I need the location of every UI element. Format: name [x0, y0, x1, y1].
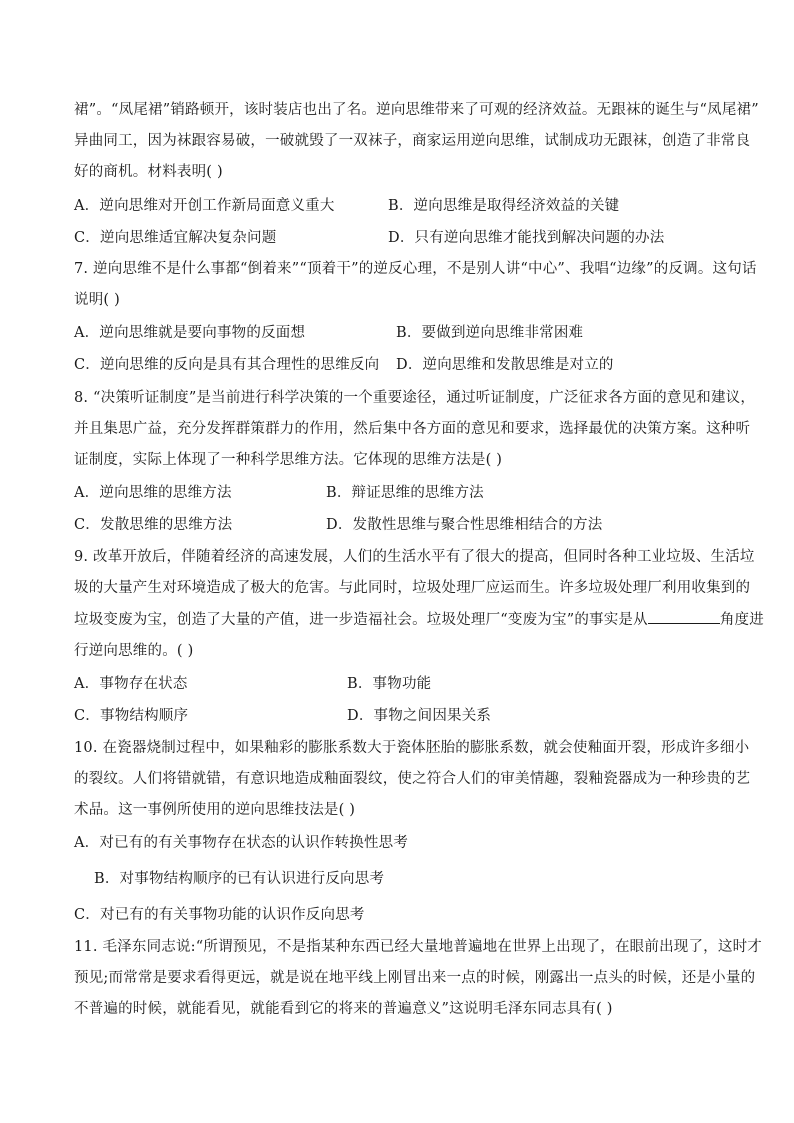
q6-option-c[interactable]: C．逆向思维适宜解决复杂问题 [74, 230, 277, 246]
q9-stem-line-3-after: 角度进 [719, 612, 764, 628]
q8-stem-line-1: 8. “决策听证制度”是当前进行科学决策的一个重要途径，通过听证制度，广泛征求各方面的意见和建议， [74, 390, 756, 406]
q7-stem-line-1: 7. 逆向思维不是什么事都“倒着来”“顶着干”的逆反心理，不是别人讲“中心”、我唱“边缘”的反调。这句话 [74, 261, 757, 277]
q9-stem-line-3-before: 垃圾变废为宝，创造了大量的产值，进一步造福社会。垃圾处理厂“变废为宝”的事实是从 [74, 612, 648, 628]
q10-option-a[interactable]: A．对已有的有关事物存在状态的认识作转换性思考 [74, 835, 409, 851]
q6-stem-line-2: 异曲同工，因为袜跟容易破，一破就毁了一双袜子，商家运用逆向思维，试制成功无跟袜，创造了非常良 [74, 133, 751, 149]
q7-option-d[interactable]: D．逆向思维和发散思维是对立的 [396, 357, 614, 373]
q7-option-a[interactable]: A．逆向思维就是要向事物的反面想 [74, 325, 306, 341]
q9-stem-line-1: 9. 改革开放后，伴随着经济的高速发展，人们的生活水平有了很大的提高，但同时各种工业垃圾、生活垃 [74, 549, 755, 565]
q7-stem-line-2: 说明( ) [74, 292, 120, 308]
q11-stem-line-1: 11. 毛泽东同志说:“所谓预见，不是指某种东西已经大量地普遍地在世界上出现了，在眼前出现了，这时才 [74, 939, 762, 955]
q9-answer-blank [648, 609, 720, 624]
q10-stem-line-1: 10. 在瓷器烧制过程中，如果釉彩的膨胀系数大于瓷体胚胎的膨胀系数，就会使釉面开裂，形成许多细小 [74, 740, 750, 756]
q9-option-d[interactable]: D．事物之间因果关系 [347, 708, 492, 724]
q7-option-c[interactable]: C．逆向思维的反向是具有其合理性的思维反向 [74, 357, 380, 373]
q9-option-a[interactable]: A．事物存在状态 [74, 676, 188, 692]
q10-option-b[interactable]: B．对事物结构顺序的已有认识进行反向思考 [94, 871, 385, 887]
q10-stem-line-2: 的裂纹。人们将错就错，有意识地造成釉面裂纹，使之符合人们的审美情趣，裂釉瓷器成为一种珍贵的艺 [74, 771, 751, 787]
q6-stem-line-3: 好的商机。材料表明( ) [74, 164, 223, 180]
q10-stem-line-3: 术品。这一事例所使用的逆向思维技法是( ) [74, 802, 356, 818]
q10-option-c[interactable]: C．对已有的有关事物功能的认识作反向思考 [74, 907, 365, 923]
q8-option-c[interactable]: C．发散思维的思维方法 [74, 517, 233, 533]
q6-stem-line-1: 裙”。“凤尾裙”销路顿开，该时装店也出了名。逆向思维带来了可观的经济效益。无跟袜的诞生与“凤尾裙” [74, 102, 759, 118]
q9-stem-line-4: 行逆向思维的。( ) [74, 643, 194, 659]
q6-option-b[interactable]: B．逆向思维是取得经济效益的关键 [388, 198, 620, 214]
q9-option-b[interactable]: B．事物功能 [347, 676, 432, 692]
q8-stem-line-3: 证制度，实际上体现了一种科学思维方法。它体现的思维方法是( ) [74, 452, 503, 468]
q11-stem-line-2: 预见;而常常是要求看得更远，就是说在地平线上刚冒出来一点的时候，刚露出一点头的时候，还是小量的 [74, 970, 756, 986]
q9-stem-line-2: 圾的大量产生对环境造成了极大的危害。与此同时，垃圾处理厂应运而生。许多垃圾处理厂利用收集到的 [74, 580, 751, 596]
q11-stem-line-3: 不普遍的时候，就能看见，就能看到它的将来的普遍意义”这说明毛泽东同志具有( ) [74, 1001, 613, 1017]
q9-stem-line-3 [74, 609, 764, 630]
q8-option-a[interactable]: A．逆向思维的思维方法 [74, 485, 232, 501]
q8-option-b[interactable]: B．辩证思维的思维方法 [326, 485, 484, 501]
q6-option-d[interactable]: D．只有逆向思维才能找到解决问题的办法 [388, 230, 665, 246]
q8-option-d[interactable]: D．发散性思维与聚合性思维相结合的方法 [326, 517, 603, 533]
q9-option-c[interactable]: C．事物结构顺序 [74, 708, 189, 724]
q6-option-a[interactable]: A．逆向思维对开创工作新局面意义重大 [74, 198, 335, 214]
q8-stem-line-2: 并且集思广益，充分发挥群策群力的作用，然后集中各方面的意见和要求，选择最优的决策方案。这种听 [74, 421, 751, 437]
q7-option-b[interactable]: B．要做到逆向思维非常困难 [396, 325, 584, 341]
